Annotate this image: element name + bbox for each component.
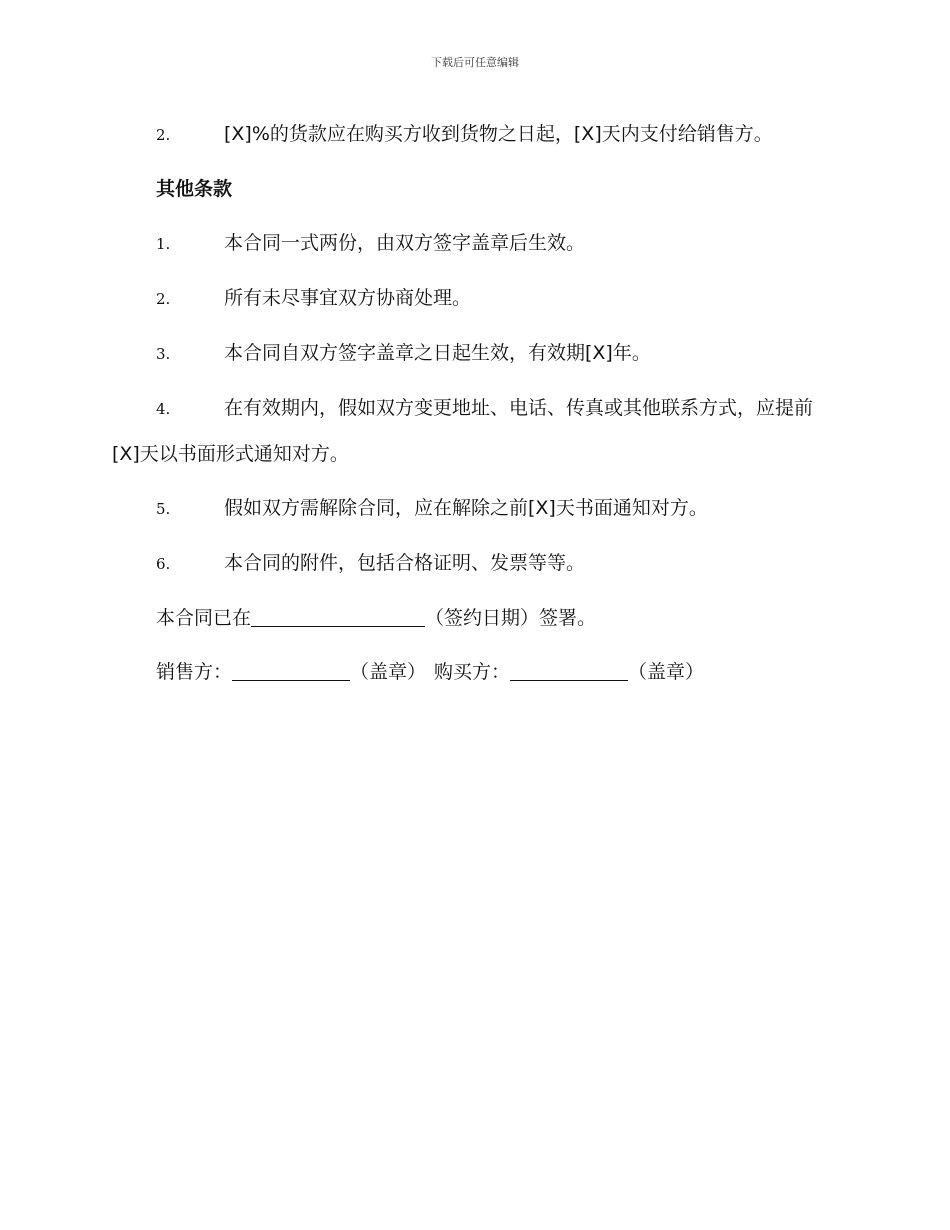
clause-number: 6. — [156, 555, 171, 573]
clause-number: 2. — [156, 290, 171, 308]
seller-seal: （盖章） — [350, 661, 427, 683]
signing-suffix: （签约日期）签署。 — [425, 607, 597, 629]
signing-prefix: 本合同已在 — [156, 607, 252, 629]
clause-text: [X]%的货款应在购买方收到货物之日起，[X]天内支付给销售方。 — [224, 123, 773, 145]
document-body — [112, 112, 832, 704]
seller-signature-blank[interactable] — [232, 661, 350, 681]
section-title: 其他条款 — [156, 178, 233, 200]
signing-date-blank[interactable] — [251, 607, 425, 627]
clause-payment — [112, 112, 832, 158]
buyer-seal: （盖章） — [628, 661, 705, 683]
clause-item — [112, 276, 832, 322]
clause-number: 3. — [156, 345, 171, 363]
clause-item — [112, 541, 832, 587]
seller-label: 销售方： — [156, 661, 233, 683]
clause-number: 2. — [156, 126, 171, 144]
clause-text: 所有未尽事宜双方协商处理。 — [224, 287, 472, 309]
clause-number: 5. — [156, 500, 171, 518]
clause-number: 4. — [156, 400, 171, 418]
buyer-label: 购买方： — [434, 661, 511, 683]
header-note: 下载后可任意编辑 — [431, 56, 519, 69]
signature-line — [112, 650, 832, 695]
clause-text: 本合同的附件，包括合格证明、发票等等。 — [224, 552, 586, 574]
clause-text: 在有效期内，假如双方变更地址、电话、传真或其他联系方式，应提前[X]天以书面形式通知对方。 — [112, 397, 814, 465]
clause-item — [112, 386, 832, 477]
clause-item — [112, 221, 832, 267]
clause-item — [112, 486, 832, 532]
buyer-signature-blank[interactable] — [510, 661, 628, 681]
clause-text: 假如双方需解除合同，应在解除之前[X]天书面通知对方。 — [224, 497, 708, 519]
signing-date-line — [112, 596, 832, 641]
clause-item — [112, 331, 832, 377]
clause-text: 本合同自双方签字盖章之日起生效，有效期[X]年。 — [224, 342, 651, 364]
clause-text: 本合同一式两份，由双方签字盖章后生效。 — [224, 232, 586, 254]
clause-number: 1. — [156, 235, 171, 253]
